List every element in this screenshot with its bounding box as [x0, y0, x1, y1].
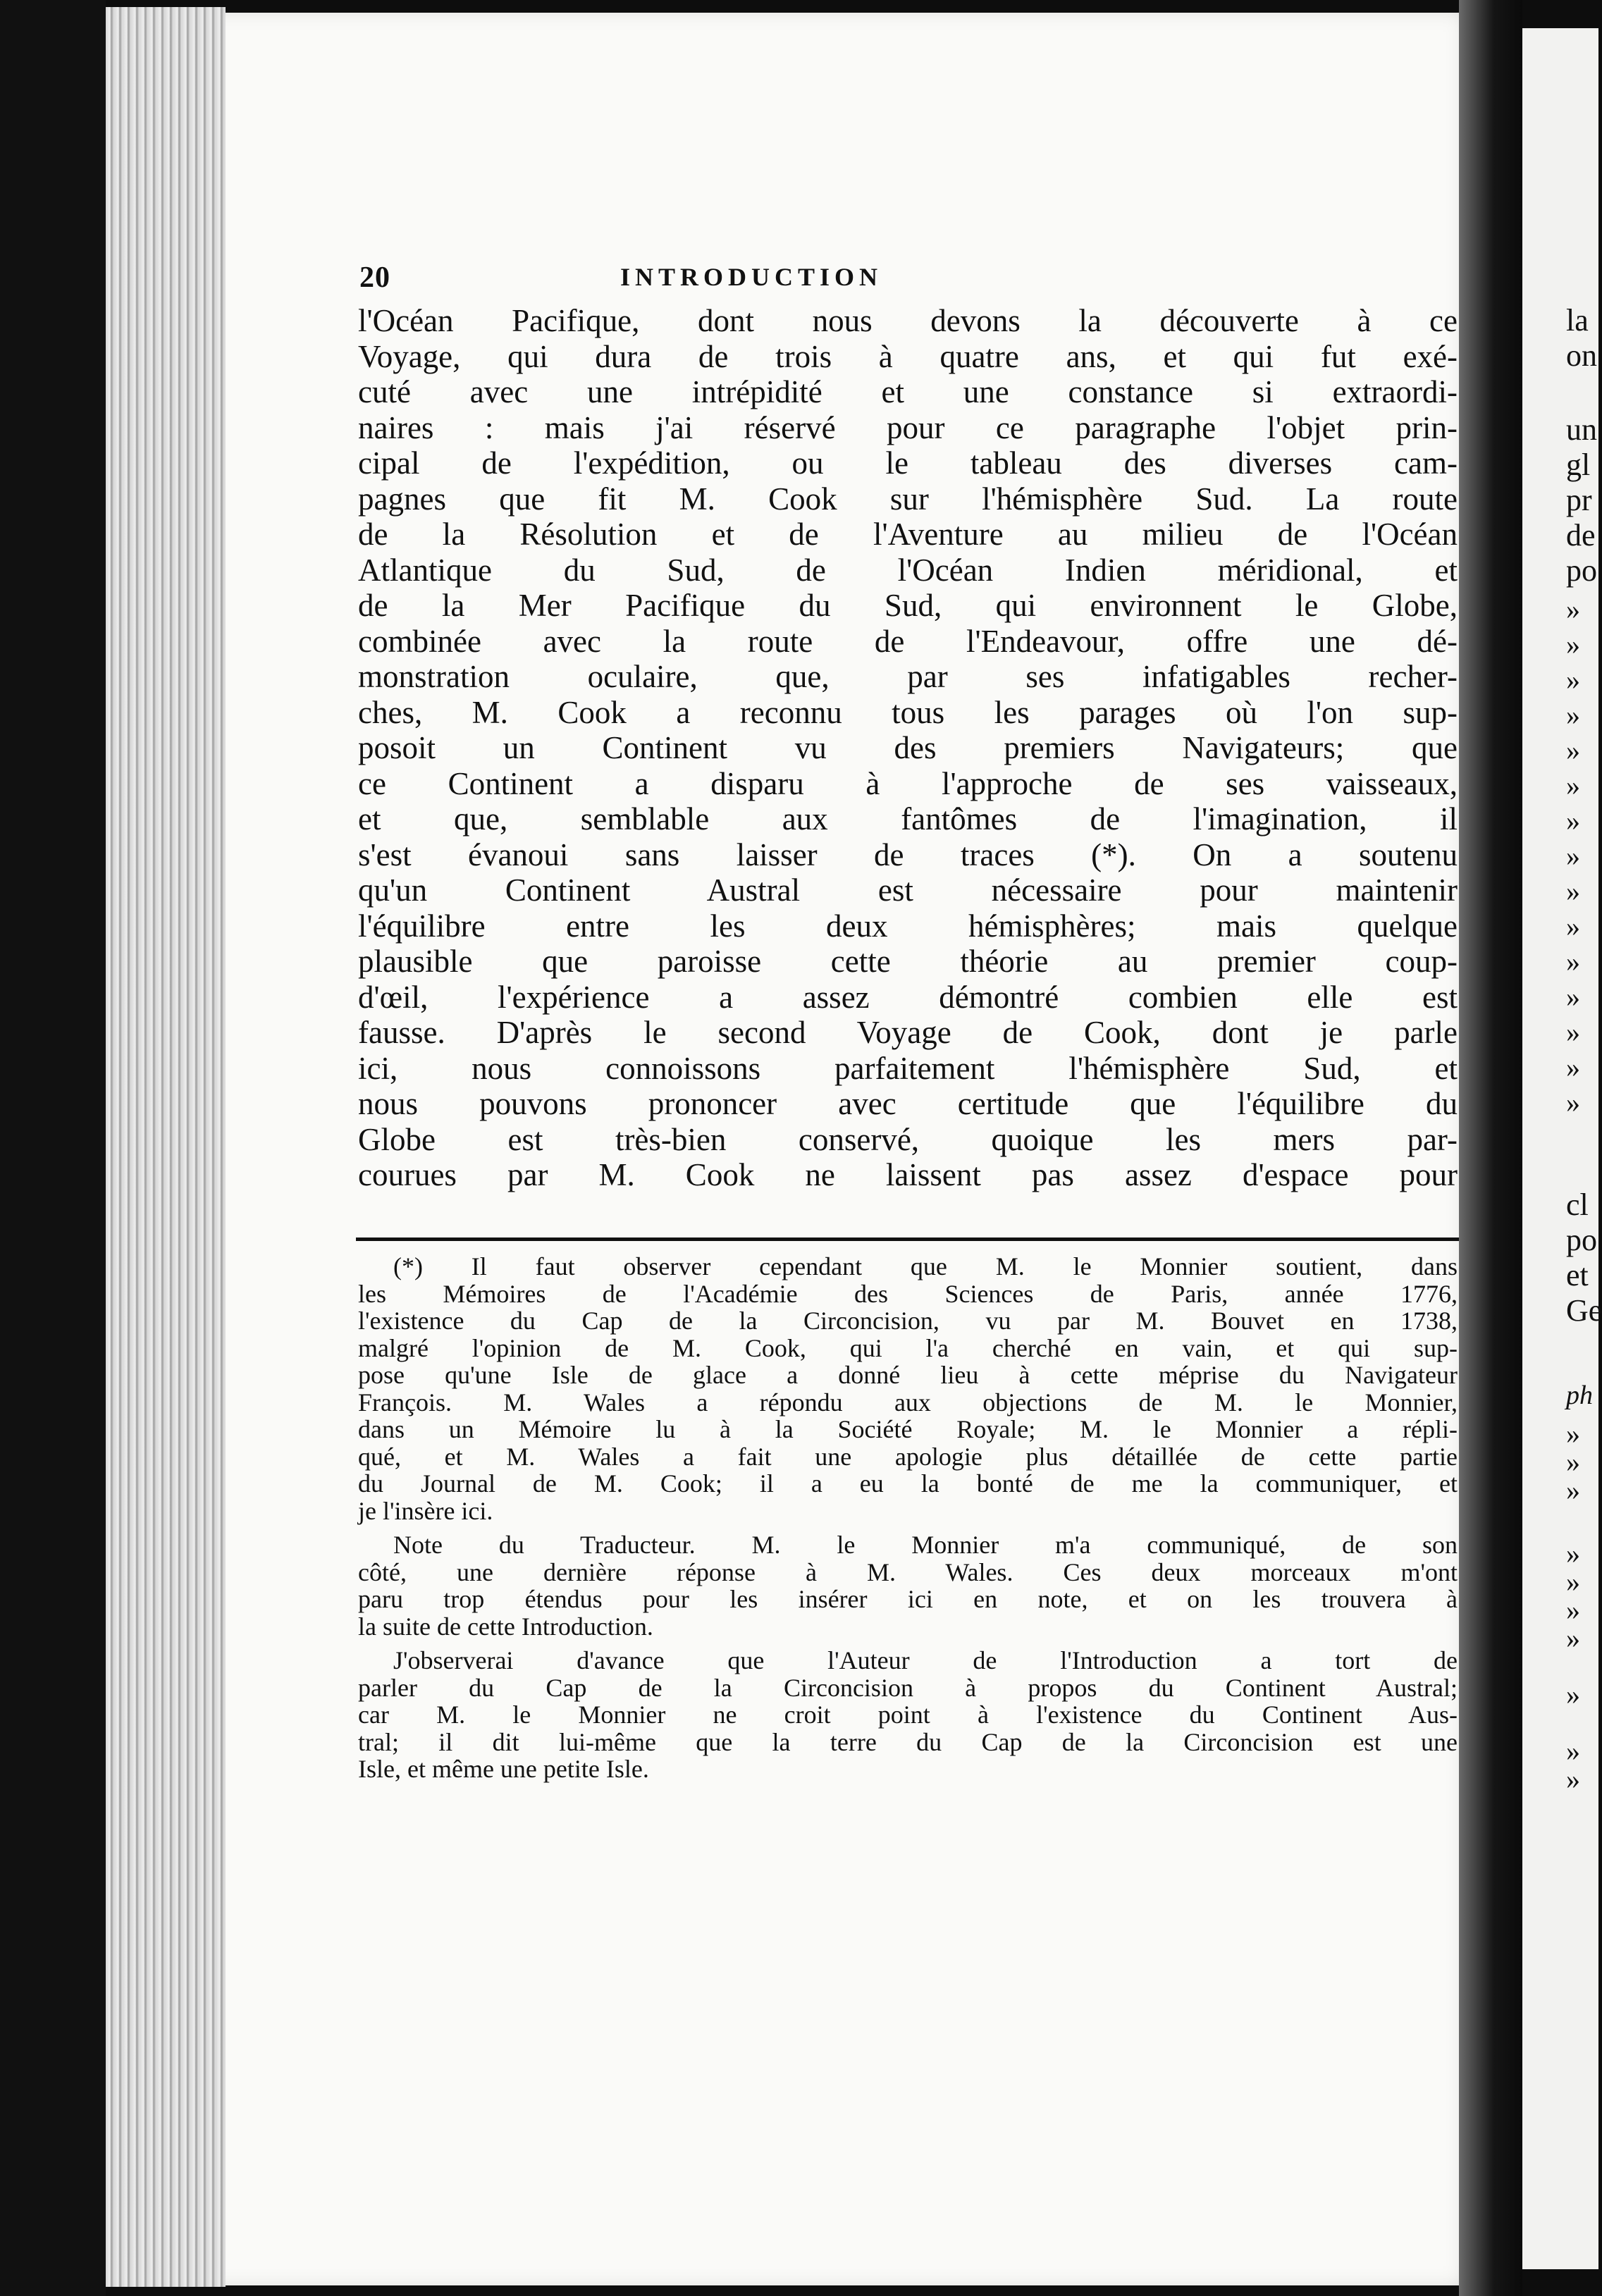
author-note-line: tral; il dit lui-même que la terre du Cap de la Circoncision est une [358, 1727, 1458, 1756]
facing-page-quote: » [1566, 593, 1580, 625]
footnote-line: pose qu'une Isle de glace a donné lieu à cette méprise du Navigateur [358, 1361, 1458, 1389]
facing-page-quote: » [1566, 1446, 1580, 1478]
facing-page-word: ph [1566, 1381, 1593, 1410]
footnote-line: je l'insère ici. [358, 1496, 493, 1525]
facing-page-quote: » [1566, 1735, 1580, 1767]
facing-page-word: de [1566, 518, 1596, 553]
facing-page-quote: » [1566, 1016, 1580, 1048]
text-line: cuté avec une intrépidité et une constance si extraordi- [358, 374, 1458, 409]
text-line: posoit un Continent vu des premiers Navigateurs; que [358, 730, 1458, 765]
author-note-line: parler du Cap de la Circoncision à propos du Continent Austral; [358, 1673, 1458, 1702]
facing-page-word: on [1566, 338, 1597, 373]
facing-page-quote: » [1566, 1087, 1580, 1118]
text-line: monstration oculaire, que, par ses infatigables recher- [358, 659, 1458, 694]
footnotes [358, 1253, 1458, 1783]
footnote-rule [356, 1238, 1459, 1241]
text-line: Globe est très-bien conservé, quoique les mers par- [358, 1121, 1458, 1157]
page-number: 20 [359, 261, 390, 294]
text-line: ce Continent a disparu à l'approche de ses vaisseaux, [358, 765, 1458, 801]
facing-page-word: pr [1566, 483, 1592, 517]
footnote-line: (*) Il faut observer cependant que M. le Monnier soutient, dans [393, 1252, 1458, 1280]
text-line: ici, nous connoissons parfaitement l'hémisphère Sud, et [358, 1050, 1458, 1086]
facing-page-quote: » [1566, 981, 1580, 1013]
translator-note-line: côté, une dernière réponse à M. Wales. Ces deux morceaux m'ont [358, 1557, 1458, 1586]
facing-page-quote: » [1566, 699, 1580, 731]
scan-left-margin [0, 0, 106, 2296]
facing-page-fragment [1522, 28, 1602, 2269]
footnote-line: François. M. Wales a répondu aux objections de M. le Monnier, [358, 1388, 1458, 1417]
text-line: et que, semblable aux fantômes de l'imagination, il [358, 801, 1458, 837]
facing-page-word: cl [1566, 1187, 1589, 1222]
facing-page-word: gl [1566, 448, 1591, 482]
author-note-line: Isle, et même une petite Isle. [358, 1755, 649, 1783]
facing-page-quote: » [1566, 875, 1580, 907]
facing-page-quote: » [1566, 911, 1580, 942]
facing-page-quote: » [1566, 770, 1580, 801]
author-note-line: J'observerai d'avance que l'Auteur de l'Introduction a tort de [393, 1646, 1458, 1674]
footnote-line: malgré l'opinion de M. Cook, qui l'a cherché en vain, et qui sup- [358, 1333, 1458, 1362]
text-line: ches, M. Cook a reconnu tous les parages où l'on sup- [358, 694, 1458, 730]
facing-page-word: po [1566, 1223, 1597, 1257]
footnote-line: du Journal de M. Cook; il a eu la bonté de me la communiquer, et [358, 1469, 1458, 1498]
footnote-line: qué, et M. Wales a fait une apologie plus détaillée de cette partie [358, 1442, 1458, 1471]
text-line: s'est évanoui sans laisser de traces (*). On a soutenu [358, 837, 1458, 872]
text-line: Atlantique du Sud, de l'Océan Indien méridional, et [358, 552, 1458, 588]
facing-page-quote: » [1566, 664, 1580, 696]
facing-page-quote: » [1566, 946, 1580, 977]
text-line: l'Océan Pacifique, dont nous devons la découverte à ce [358, 303, 1458, 338]
text-line: nous pouvons prononcer avec certitude que l'équilibre du [358, 1086, 1458, 1121]
facing-page-quote: » [1566, 1763, 1580, 1795]
text-line: qu'un Continent Austral est nécessaire pour maintenir [358, 872, 1458, 908]
facing-page-quote: » [1566, 1538, 1580, 1569]
text-line: naires : mais j'ai réservé pour ce paragraphe l'objet prin- [358, 409, 1458, 445]
translator-note-line: paru trop étendus pour les insérer ici en note, et on les trouvera à [358, 1585, 1458, 1613]
facing-page-quote: » [1566, 1622, 1580, 1654]
author-note-line: car M. le Monnier ne croit point à l'existence du Continent Aus- [358, 1701, 1458, 1729]
text-line: cipal de l'expédition, ou le tableau des diverses cam- [358, 445, 1458, 481]
facing-page-word: la [1566, 303, 1589, 338]
facing-page-quote: » [1566, 805, 1580, 837]
facing-page-word: po [1566, 553, 1597, 588]
facing-page-quote: » [1566, 1418, 1580, 1450]
text-line: combinée avec la route de l'Endeavour, offre une dé- [358, 623, 1458, 659]
footnote-line: l'existence du Cap de la Circoncision, vu par M. Bouvet en 1738, [358, 1307, 1458, 1335]
translator-note-line: Note du Traducteur. M. le Monnier m'a communiqué, de son [393, 1531, 1458, 1559]
facing-page-quote: » [1566, 1594, 1580, 1626]
running-head [359, 261, 1170, 303]
facing-page-quote: » [1566, 840, 1580, 872]
text-line: plausible que paroisse cette théorie au premier coup- [358, 944, 1458, 979]
text-line: fausse. D'après le second Voyage de Cook, dont je parle [358, 1015, 1458, 1050]
text-line: d'œil, l'expérience a assez démontré combien elle est [358, 979, 1458, 1015]
facing-page-quote: » [1566, 1051, 1580, 1083]
facing-page-quote: » [1566, 734, 1580, 766]
text-line: de la Résolution et de l'Aventure au milieu de l'Océan [358, 517, 1458, 552]
text-line: de la Mer Pacifique du Sud, qui environnent le Globe, [358, 588, 1458, 623]
main-text [358, 303, 1458, 1193]
text-line: courues par M. Cook ne laissent pas assez d'espace pour [358, 1157, 1458, 1192]
facing-page-quote: » [1566, 629, 1580, 660]
text-line: l'équilibre entre les deux hémisphères; mais quelque [358, 908, 1458, 944]
facing-page-quote: » [1566, 1679, 1580, 1710]
facing-page-word: Ge [1566, 1293, 1602, 1328]
text-line: Voyage, qui dura de trois à quatre ans, et qui fut exé- [358, 338, 1458, 374]
facing-page-word: un [1566, 412, 1597, 447]
running-head-title: INTRODUCTION [620, 263, 883, 291]
footnote-line: dans un Mémoire lu à la Société Royale; M. le Monnier a répli- [358, 1415, 1458, 1443]
facing-page-quote: » [1566, 1474, 1580, 1506]
translator-note-line: la suite de cette Introduction. [358, 1612, 653, 1641]
text-line: pagnes que fit M. Cook sur l'hémisphère Sud. La route [358, 481, 1458, 517]
stacked-page-edges [106, 7, 226, 2287]
facing-page-quote: » [1566, 1566, 1580, 1598]
facing-page-word: et [1566, 1258, 1589, 1292]
footnote-line: les Mémoires de l'Académie des Sciences de Paris, année 1776, [358, 1279, 1458, 1308]
book-gutter [1459, 0, 1522, 2296]
